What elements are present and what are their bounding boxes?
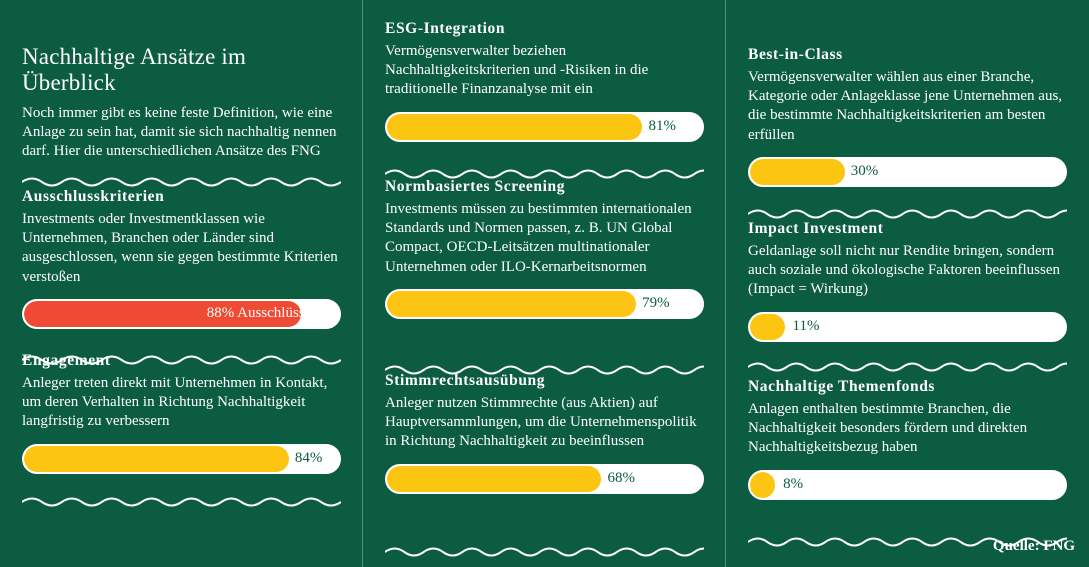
column-2 — [363, 0, 726, 567]
bar-value-label: 88% Ausschlüsse — [206, 305, 312, 322]
bar-fill — [750, 314, 785, 340]
source-label: Quelle: FNG — [992, 538, 1075, 554]
item-text: Investments oder Investmentklassen wie Unternehmen, Branchen oder Länder sind ausgeschlossen, wenn sie gegen bestimmte Kriterien verstoßen — [22, 211, 338, 285]
bar-fill — [24, 446, 289, 472]
bar-nachhaltige-themenfonds — [748, 470, 1067, 500]
bar-value-label: 79% — [642, 295, 670, 312]
column-1 — [0, 0, 363, 567]
bar-fill — [387, 114, 642, 140]
bar-fill — [750, 159, 845, 185]
item-text: Anleger nutzen Stimmrechte (aus Aktien) auf Hauptversammlungen, um die Unternehmenspolitik in Richtung Nachhaltigkeit zu beeinflussen — [385, 395, 697, 450]
item-heading: Best-in-Class — [748, 46, 843, 63]
bar-engagement — [22, 444, 341, 474]
column-3 — [726, 0, 1089, 567]
item-text: Anleger treten direkt mit Unternehmen in Kontakt, um deren Verhalten in Richtung Nachhaltigkeit langfristig zu verbessern — [22, 375, 328, 430]
item-heading: Nachhaltige Themenfonds — [748, 378, 936, 395]
item-heading: Engagement — [22, 352, 111, 369]
item-text: Vermögensverwalter wählen aus einer Branche, Kategorie oder Anlageklasse jene Unternehmen aus, die bestimmte Nachhaltigkeitskriterien am besten erfüllen — [748, 69, 1063, 143]
bar-stimmrechtsausuebung — [385, 464, 704, 494]
item-stimmrechtsausuebung — [363, 372, 726, 494]
bar-value-label: 68% — [607, 470, 635, 487]
item-impact-investment — [726, 220, 1089, 342]
bar-fill — [750, 472, 775, 498]
bar-esg-integration — [385, 112, 704, 142]
item-text: Geldanlage soll nicht nur Rendite bringen, sondern auch soziale und ökologische Faktoren beeinflussen (Impact = Wirkung) — [748, 243, 1060, 298]
item-text: Anlagen enthalten bestimmte Branchen, die Nachhaltigkeit besonders fördern und direkten Nachhaltigkeitsbezug haben — [748, 401, 1028, 456]
wave-divider-3 — [0, 480, 363, 510]
wave-divider-6 — [363, 530, 726, 560]
intro-text: Noch immer gibt es keine feste Definition, wie eine Anlage zu sein hat, damit sie sich nachhaltig nennen darf. Hier die unterschiedlichen Ansätze des FNG — [22, 105, 337, 160]
bar-value-label: 11% — [792, 318, 820, 335]
wave-icon — [22, 494, 341, 510]
item-heading: Impact Investment — [748, 220, 884, 237]
item-heading: Ausschlusskriterien — [22, 188, 165, 205]
bar-normbasiertes-screening — [385, 289, 704, 319]
item-heading: Stimmrechtsausübung — [385, 372, 546, 389]
item-text: Vermögensverwalter beziehen Nachhaltigkeitskriterien und -Risiken in die traditionelle Finanzanalyse mit ein — [385, 43, 649, 98]
wave-icon — [385, 544, 704, 560]
wave-divider — [0, 160, 363, 190]
bar-value-label: 81% — [648, 118, 676, 135]
wave-divider-8 — [726, 345, 1089, 375]
item-esg-integration — [363, 20, 726, 142]
item-ausschlusskriterien — [0, 188, 363, 329]
item-normbasiertes-screening — [363, 178, 726, 319]
wave-icon — [748, 359, 1067, 375]
bar-value-label: 84% — [294, 450, 323, 467]
bar-fill — [387, 291, 636, 317]
bar-ausschlusskriterien — [22, 299, 341, 329]
page-title: Nachhaltige Ansätze im Überblick — [22, 44, 247, 95]
title-block — [0, 44, 363, 162]
item-text: Investments müssen zu bestimmten internationalen Standards und Normen passen, z. B. UN Global Compact, OECD-Leitsätzen multinationaler Unternehmen oder ILO-Kernarbeitsnormen — [385, 201, 692, 275]
item-heading: ESG-Integration — [385, 20, 506, 37]
item-heading: Normbasiertes Screening — [385, 178, 566, 195]
bar-value-label: 30% — [850, 163, 879, 180]
bar-value-label: 8% — [783, 476, 804, 493]
wave-divider-7 — [726, 192, 1089, 222]
item-engagement — [0, 352, 363, 474]
item-best-in-class — [726, 46, 1089, 187]
bar-best-in-class — [748, 157, 1067, 187]
bar-impact-investment — [748, 312, 1067, 342]
item-nachhaltige-themenfonds — [726, 378, 1089, 500]
bar-fill — [387, 466, 601, 492]
